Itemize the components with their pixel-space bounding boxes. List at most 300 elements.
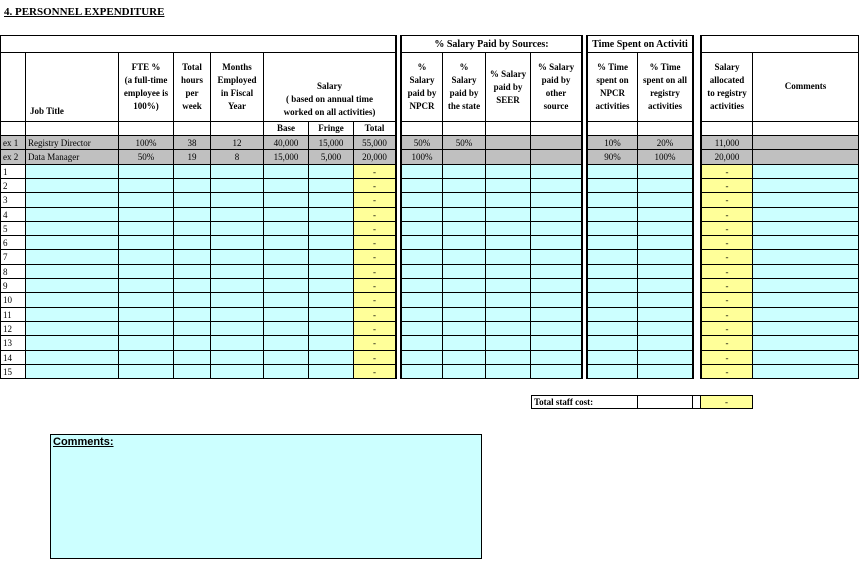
row-number: 6 [0, 236, 26, 250]
row-10-state-cell[interactable] [443, 293, 486, 308]
comments-box[interactable] [50, 434, 482, 559]
row-1-job-title-cell[interactable] [26, 165, 119, 179]
row-1-state-cell[interactable] [443, 165, 486, 179]
column-header-job-title: Job Title [26, 53, 119, 122]
total-staff-cost-label: Total staff cost: [531, 395, 638, 409]
column-header-state: % Salary paid by the state [443, 53, 486, 122]
example-row-2-num: ex 2 [0, 150, 26, 165]
row-12-time-all-cell[interactable] [638, 322, 693, 336]
subheader-blank-hours [174, 122, 211, 136]
row-3-time-all-cell[interactable] [638, 193, 693, 208]
row-7-job-title-cell[interactable] [26, 250, 119, 265]
row-1-other-cell[interactable] [531, 165, 582, 179]
subheader-blank-comments [753, 122, 859, 136]
page-title: 4. PERSONNEL EXPENDITURE [4, 6, 165, 18]
row-2-total-cell: - [354, 179, 396, 193]
row-12-time-npcr-cell[interactable] [587, 322, 638, 336]
row-3-total-cell: - [354, 193, 396, 208]
row-13-time-npcr-cell[interactable] [587, 336, 638, 351]
example-row-1-seer [486, 136, 531, 150]
row-3-other-cell[interactable] [531, 193, 582, 208]
row-6-months-cell[interactable] [211, 236, 264, 250]
row-8-months-cell[interactable] [211, 265, 264, 279]
row-3-seer-cell[interactable] [486, 193, 531, 208]
example-row-1-job-title: Registry Director [26, 136, 119, 150]
row-5-other-cell[interactable] [531, 222, 582, 236]
example-row-2-fte: 50% [119, 150, 174, 165]
row-2-time-npcr-cell[interactable] [587, 179, 638, 193]
subheader-blank-job-title [26, 122, 119, 136]
row-11-fte-cell[interactable] [119, 308, 174, 322]
row-5-hours-cell[interactable] [174, 222, 211, 236]
column-separator [582, 35, 587, 379]
example-row-1-other [531, 136, 582, 150]
row-10-time-npcr-cell[interactable] [587, 293, 638, 308]
row-5-fte-cell[interactable] [119, 222, 174, 236]
row-6-other-cell[interactable] [531, 236, 582, 250]
row-4-months-cell[interactable] [211, 208, 264, 222]
row-number: 15 [0, 365, 26, 379]
subheader-blank-allocated [701, 122, 753, 136]
row-6-seer-cell[interactable] [486, 236, 531, 250]
row-12-seer-cell[interactable] [486, 322, 531, 336]
row-3-time-npcr-cell[interactable] [587, 193, 638, 208]
row-10-npcr-cell[interactable] [401, 293, 443, 308]
example-row-1-num: ex 1 [0, 136, 26, 150]
row-9-job-title-cell[interactable] [26, 279, 119, 293]
row-13-fte-cell[interactable] [119, 336, 174, 351]
row-9-total-cell: - [354, 279, 396, 293]
row-12-state-cell[interactable] [443, 322, 486, 336]
row-4-seer-cell[interactable] [486, 208, 531, 222]
example-row-2-fringe: 5,000 [309, 150, 354, 165]
example-row-2-time-npcr: 90% [587, 150, 638, 165]
row-8-time-all-cell[interactable] [638, 265, 693, 279]
row-13-total-cell: - [354, 336, 396, 351]
example-row-1-hours: 38 [174, 136, 211, 150]
row-number: 1 [0, 165, 26, 179]
row-12-fringe-cell[interactable] [309, 322, 354, 336]
row-number: 5 [0, 222, 26, 236]
subheader-blank-num [0, 122, 26, 136]
row-12-npcr-cell[interactable] [401, 322, 443, 336]
row-14-hours-cell[interactable] [174, 351, 211, 365]
row-number: 2 [0, 179, 26, 193]
total-staff-cost-value: - [701, 395, 753, 409]
row-5-total-cell: - [354, 222, 396, 236]
row-8-fringe-cell[interactable] [309, 265, 354, 279]
row-4-comments-cell[interactable] [753, 208, 859, 222]
row-7-base-cell[interactable] [264, 250, 309, 265]
row-2-job-title-cell[interactable] [26, 179, 119, 193]
row-1-comments-cell[interactable] [753, 165, 859, 179]
row-10-base-cell[interactable] [264, 293, 309, 308]
row-5-job-title-cell[interactable] [26, 222, 119, 236]
row-11-seer-cell[interactable] [486, 308, 531, 322]
row-5-base-cell[interactable] [264, 222, 309, 236]
row-3-fte-cell[interactable] [119, 193, 174, 208]
row-3-months-cell[interactable] [211, 193, 264, 208]
row-1-npcr-cell[interactable] [401, 165, 443, 179]
row-2-comments-cell[interactable] [753, 179, 859, 193]
row-5-time-npcr-cell[interactable] [587, 222, 638, 236]
row-13-base-cell[interactable] [264, 336, 309, 351]
row-13-months-cell[interactable] [211, 336, 264, 351]
example-row-1-npcr: 50% [401, 136, 443, 150]
group-header-salary-sources: % Salary Paid by Sources: [401, 35, 582, 53]
row-8-base-cell[interactable] [264, 265, 309, 279]
row-10-months-cell[interactable] [211, 293, 264, 308]
row-3-state-cell[interactable] [443, 193, 486, 208]
row-1-seer-cell[interactable] [486, 165, 531, 179]
row-14-npcr-cell[interactable] [401, 351, 443, 365]
row-15-seer-cell[interactable] [486, 365, 531, 379]
row-7-state-cell[interactable] [443, 250, 486, 265]
row-12-allocated-cell: - [701, 322, 753, 336]
example-row-1-comments [753, 136, 859, 150]
column-header-other: % Salary paid by other source [531, 53, 582, 122]
row-7-time-npcr-cell[interactable] [587, 250, 638, 265]
row-3-allocated-cell: - [701, 193, 753, 208]
row-4-allocated-cell: - [701, 208, 753, 222]
row-9-allocated-cell: - [701, 279, 753, 293]
row-2-months-cell[interactable] [211, 179, 264, 193]
row-14-fte-cell[interactable] [119, 351, 174, 365]
row-14-job-title-cell[interactable] [26, 351, 119, 365]
row-number: 13 [0, 336, 26, 351]
row-11-time-all-cell[interactable] [638, 308, 693, 322]
row-6-time-all-cell[interactable] [638, 236, 693, 250]
row-2-base-cell[interactable] [264, 179, 309, 193]
row-4-base-cell[interactable] [264, 208, 309, 222]
row-7-months-cell[interactable] [211, 250, 264, 265]
row-2-seer-cell[interactable] [486, 179, 531, 193]
row-2-hours-cell[interactable] [174, 179, 211, 193]
row-6-base-cell[interactable] [264, 236, 309, 250]
example-row-1-fte: 100% [119, 136, 174, 150]
row-1-fringe-cell[interactable] [309, 165, 354, 179]
row-12-comments-cell[interactable] [753, 322, 859, 336]
row-6-job-title-cell[interactable] [26, 236, 119, 250]
row-4-fte-cell[interactable] [119, 208, 174, 222]
column-header-fte: FTE % (a full-time employee is 100%) [119, 53, 174, 122]
row-5-seer-cell[interactable] [486, 222, 531, 236]
row-4-other-cell[interactable] [531, 208, 582, 222]
row-7-total-cell: - [354, 250, 396, 265]
row-4-time-npcr-cell[interactable] [587, 208, 638, 222]
row-5-fringe-cell[interactable] [309, 222, 354, 236]
row-15-hours-cell[interactable] [174, 365, 211, 379]
row-3-fringe-cell[interactable] [309, 193, 354, 208]
row-1-hours-cell[interactable] [174, 165, 211, 179]
row-13-seer-cell[interactable] [486, 336, 531, 351]
row-9-other-cell[interactable] [531, 279, 582, 293]
column-header-salary-base: Base [264, 122, 309, 136]
row-3-job-title-cell[interactable] [26, 193, 119, 208]
row-4-state-cell[interactable] [443, 208, 486, 222]
subheader-blank-fte [119, 122, 174, 136]
row-10-fringe-cell[interactable] [309, 293, 354, 308]
row-13-allocated-cell: - [701, 336, 753, 351]
row-15-state-cell[interactable] [443, 365, 486, 379]
row-9-state-cell[interactable] [443, 279, 486, 293]
row-14-seer-cell[interactable] [486, 351, 531, 365]
row-4-hours-cell[interactable] [174, 208, 211, 222]
row-10-comments-cell[interactable] [753, 293, 859, 308]
row-11-other-cell[interactable] [531, 308, 582, 322]
row-2-other-cell[interactable] [531, 179, 582, 193]
subheader-blank-seer [486, 122, 531, 136]
example-row-1-allocated: 11,000 [701, 136, 753, 150]
row-8-allocated-cell: - [701, 265, 753, 279]
row-6-hours-cell[interactable] [174, 236, 211, 250]
row-6-total-cell: - [354, 236, 396, 250]
row-14-comments-cell[interactable] [753, 351, 859, 365]
row-9-fte-cell[interactable] [119, 279, 174, 293]
row-9-fringe-cell[interactable] [309, 279, 354, 293]
row-8-total-cell: - [354, 265, 396, 279]
column-separator [693, 35, 701, 379]
row-14-base-cell[interactable] [264, 351, 309, 365]
row-number: 7 [0, 250, 26, 265]
row-13-other-cell[interactable] [531, 336, 582, 351]
row-3-npcr-cell[interactable] [401, 193, 443, 208]
row-10-other-cell[interactable] [531, 293, 582, 308]
column-header-hours: Total hours per week [174, 53, 211, 122]
row-10-total-cell: - [354, 293, 396, 308]
row-6-fringe-cell[interactable] [309, 236, 354, 250]
column-separator [396, 35, 401, 379]
total-staff-cost-blank [638, 395, 693, 409]
row-13-npcr-cell[interactable] [401, 336, 443, 351]
row-10-seer-cell[interactable] [486, 293, 531, 308]
row-14-other-cell[interactable] [531, 351, 582, 365]
row-11-job-title-cell[interactable] [26, 308, 119, 322]
row-2-fringe-cell[interactable] [309, 179, 354, 193]
header-blank-right [701, 35, 859, 53]
row-10-fte-cell[interactable] [119, 293, 174, 308]
example-row-1-total: 55,000 [354, 136, 396, 150]
row-8-npcr-cell[interactable] [401, 265, 443, 279]
example-row-1-time-all: 20% [638, 136, 693, 150]
example-row-1-state: 50% [443, 136, 486, 150]
row-7-fringe-cell[interactable] [309, 250, 354, 265]
row-13-state-cell[interactable] [443, 336, 486, 351]
row-number: 14 [0, 351, 26, 365]
column-header-months: Months Employed in Fiscal Year [211, 53, 264, 122]
row-13-job-title-cell[interactable] [26, 336, 119, 351]
example-row-1-base: 40,000 [264, 136, 309, 150]
row-15-comments-cell[interactable] [753, 365, 859, 379]
example-row-2-allocated: 20,000 [701, 150, 753, 165]
row-number: 3 [0, 193, 26, 208]
row-3-base-cell[interactable] [264, 193, 309, 208]
row-14-months-cell[interactable] [211, 351, 264, 365]
row-11-hours-cell[interactable] [174, 308, 211, 322]
row-13-time-all-cell[interactable] [638, 336, 693, 351]
example-row-2-npcr: 100% [401, 150, 443, 165]
row-6-fte-cell[interactable] [119, 236, 174, 250]
row-10-allocated-cell: - [701, 293, 753, 308]
row-1-base-cell[interactable] [264, 165, 309, 179]
column-header-salary-total: Total [354, 122, 396, 136]
row-8-time-npcr-cell[interactable] [587, 265, 638, 279]
row-15-total-cell: - [354, 365, 396, 379]
row-5-state-cell[interactable] [443, 222, 486, 236]
column-header-comments: Comments [753, 53, 859, 122]
row-13-hours-cell[interactable] [174, 336, 211, 351]
row-13-comments-cell[interactable] [753, 336, 859, 351]
row-4-time-all-cell[interactable] [638, 208, 693, 222]
row-9-time-npcr-cell[interactable] [587, 279, 638, 293]
example-row-2-months: 8 [211, 150, 264, 165]
example-row-2-total: 20,000 [354, 150, 396, 165]
row-11-fringe-cell[interactable] [309, 308, 354, 322]
row-12-hours-cell[interactable] [174, 322, 211, 336]
row-6-npcr-cell[interactable] [401, 236, 443, 250]
row-13-fringe-cell[interactable] [309, 336, 354, 351]
example-row-1-months: 12 [211, 136, 264, 150]
row-6-comments-cell[interactable] [753, 236, 859, 250]
row-14-total-cell: - [354, 351, 396, 365]
subheader-blank-npcr [401, 122, 443, 136]
column-header-num [0, 53, 26, 122]
row-11-total-cell: - [354, 308, 396, 322]
row-2-time-all-cell[interactable] [638, 179, 693, 193]
row-15-time-all-cell[interactable] [638, 365, 693, 379]
row-5-time-all-cell[interactable] [638, 222, 693, 236]
row-10-job-title-cell[interactable] [26, 293, 119, 308]
row-11-state-cell[interactable] [443, 308, 486, 322]
row-11-npcr-cell[interactable] [401, 308, 443, 322]
comments-label: Comments: [53, 436, 114, 448]
row-8-state-cell[interactable] [443, 265, 486, 279]
row-1-time-npcr-cell[interactable] [587, 165, 638, 179]
row-14-time-all-cell[interactable] [638, 351, 693, 365]
row-3-hours-cell[interactable] [174, 193, 211, 208]
row-9-comments-cell[interactable] [753, 279, 859, 293]
row-14-fringe-cell[interactable] [309, 351, 354, 365]
row-12-fte-cell[interactable] [119, 322, 174, 336]
row-14-allocated-cell: - [701, 351, 753, 365]
row-6-state-cell[interactable] [443, 236, 486, 250]
row-7-hours-cell[interactable] [174, 250, 211, 265]
row-7-comments-cell[interactable] [753, 250, 859, 265]
row-7-npcr-cell[interactable] [401, 250, 443, 265]
row-1-time-all-cell[interactable] [638, 165, 693, 179]
row-14-state-cell[interactable] [443, 351, 486, 365]
row-1-total-cell: - [354, 165, 396, 179]
row-8-comments-cell[interactable] [753, 265, 859, 279]
row-1-months-cell[interactable] [211, 165, 264, 179]
row-7-other-cell[interactable] [531, 250, 582, 265]
group-header-time-spent: Time Spent on Activiti [587, 35, 693, 53]
row-number: 4 [0, 208, 26, 222]
row-5-comments-cell[interactable] [753, 222, 859, 236]
row-9-months-cell[interactable] [211, 279, 264, 293]
column-header-time-npcr: % Time spent on NPCR activities [587, 53, 638, 122]
row-15-other-cell[interactable] [531, 365, 582, 379]
example-row-2-other [531, 150, 582, 165]
row-12-job-title-cell[interactable] [26, 322, 119, 336]
row-4-job-title-cell[interactable] [26, 208, 119, 222]
row-15-time-npcr-cell[interactable] [587, 365, 638, 379]
row-15-fte-cell[interactable] [119, 365, 174, 379]
row-5-months-cell[interactable] [211, 222, 264, 236]
column-header-time-all: % Time spent on all registry activities [638, 53, 693, 122]
row-8-fte-cell[interactable] [119, 265, 174, 279]
row-number: 9 [0, 279, 26, 293]
row-12-months-cell[interactable] [211, 322, 264, 336]
example-row-2-seer [486, 150, 531, 165]
row-9-time-all-cell[interactable] [638, 279, 693, 293]
row-14-time-npcr-cell[interactable] [587, 351, 638, 365]
row-8-hours-cell[interactable] [174, 265, 211, 279]
example-row-2-state [443, 150, 486, 165]
row-12-total-cell: - [354, 322, 396, 336]
row-3-comments-cell[interactable] [753, 193, 859, 208]
row-10-hours-cell[interactable] [174, 293, 211, 308]
row-2-fte-cell[interactable] [119, 179, 174, 193]
row-11-allocated-cell: - [701, 308, 753, 322]
row-11-base-cell[interactable] [264, 308, 309, 322]
subheader-blank-months [211, 122, 264, 136]
row-7-time-all-cell[interactable] [638, 250, 693, 265]
row-2-state-cell[interactable] [443, 179, 486, 193]
row-8-job-title-cell[interactable] [26, 265, 119, 279]
column-header-salary-fringe: Fringe [309, 122, 354, 136]
row-9-hours-cell[interactable] [174, 279, 211, 293]
row-15-fringe-cell[interactable] [309, 365, 354, 379]
subheader-blank-time-all [638, 122, 693, 136]
row-4-fringe-cell[interactable] [309, 208, 354, 222]
row-1-fte-cell[interactable] [119, 165, 174, 179]
row-15-months-cell[interactable] [211, 365, 264, 379]
row-7-fte-cell[interactable] [119, 250, 174, 265]
row-11-time-npcr-cell[interactable] [587, 308, 638, 322]
row-8-seer-cell[interactable] [486, 265, 531, 279]
row-4-total-cell: - [354, 208, 396, 222]
row-15-job-title-cell[interactable] [26, 365, 119, 379]
example-row-2-comments [753, 150, 859, 165]
row-number: 11 [0, 308, 26, 322]
row-1-allocated-cell: - [701, 165, 753, 179]
row-5-allocated-cell: - [701, 222, 753, 236]
row-number: 8 [0, 265, 26, 279]
row-15-base-cell[interactable] [264, 365, 309, 379]
row-2-npcr-cell[interactable] [401, 179, 443, 193]
row-7-seer-cell[interactable] [486, 250, 531, 265]
total-staff-cost-gap [693, 395, 701, 409]
row-9-seer-cell[interactable] [486, 279, 531, 293]
example-row-2-job-title: Data Manager [26, 150, 119, 165]
row-11-months-cell[interactable] [211, 308, 264, 322]
row-15-npcr-cell[interactable] [401, 365, 443, 379]
row-10-time-all-cell[interactable] [638, 293, 693, 308]
row-12-other-cell[interactable] [531, 322, 582, 336]
row-12-base-cell[interactable] [264, 322, 309, 336]
example-row-1-fringe: 15,000 [309, 136, 354, 150]
row-9-npcr-cell[interactable] [401, 279, 443, 293]
row-8-other-cell[interactable] [531, 265, 582, 279]
row-4-npcr-cell[interactable] [401, 208, 443, 222]
row-9-base-cell[interactable] [264, 279, 309, 293]
column-header-seer: % Salary paid by SEER [486, 53, 531, 122]
row-11-comments-cell[interactable] [753, 308, 859, 322]
row-6-time-npcr-cell[interactable] [587, 236, 638, 250]
row-5-npcr-cell[interactable] [401, 222, 443, 236]
row-2-allocated-cell: - [701, 179, 753, 193]
